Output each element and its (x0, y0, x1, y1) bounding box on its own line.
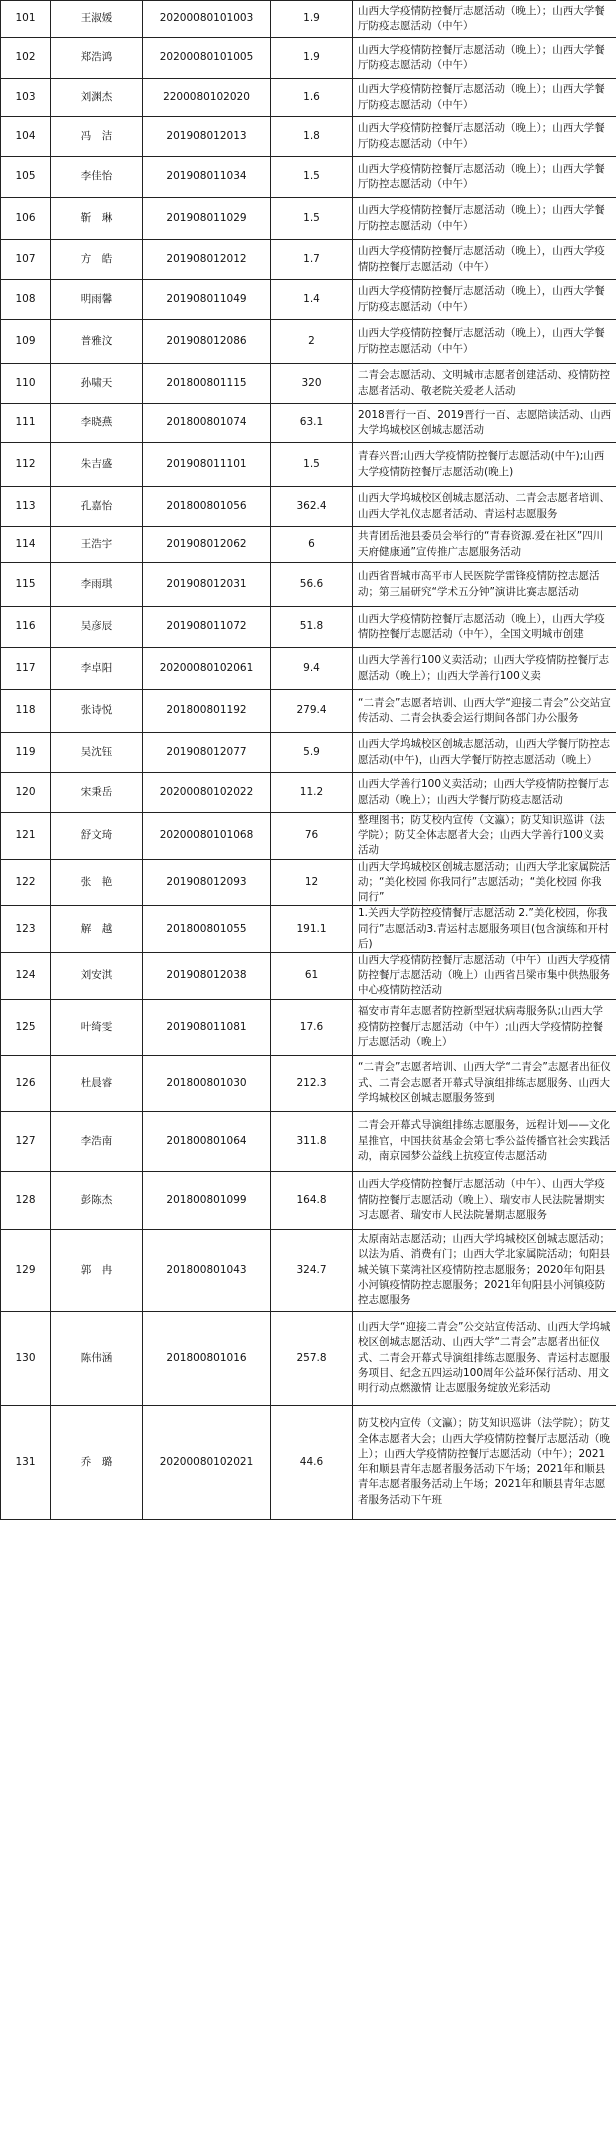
table-row (1, 1, 616, 38)
student-id: 201908011081 (143, 999, 271, 1055)
service-hours: 61 (271, 952, 353, 999)
row-number: 107 (1, 240, 51, 280)
volunteer-name: 吴彦辰 (51, 607, 143, 648)
student-id: 201800801043 (143, 1229, 271, 1311)
student-id: 201908011029 (143, 198, 271, 240)
volunteer-name: 孔嘉怡 (51, 487, 143, 527)
activities-description: 山西省晋城市高平市人民医院学雷锋疫情防控志愿活动；第三届研究“学术五分钟”演讲比赛志愿活动 (353, 563, 616, 607)
table-row (1, 1311, 616, 1405)
table-row (1, 79, 616, 117)
row-number: 105 (1, 157, 51, 198)
service-hours: 191.1 (271, 906, 353, 953)
row-number: 128 (1, 1171, 51, 1229)
service-hours: 1.4 (271, 280, 353, 320)
student-id: 201800801055 (143, 906, 271, 953)
activities-description: 1.关西大学防控疫情餐厅志愿活动 2.”美化校园，你我同行”志愿活动3.青运村志愿服务项目(包含演练和开村后) (353, 906, 616, 953)
student-id: 201908012077 (143, 733, 271, 773)
volunteer-name: 张诗悦 (51, 690, 143, 733)
volunteer-name: 李晓燕 (51, 404, 143, 443)
row-number: 101 (1, 1, 51, 38)
student-id: 201908012012 (143, 240, 271, 280)
table-row (1, 157, 616, 198)
volunteer-name: 郭 冉 (51, 1229, 143, 1311)
activities-description: 山西大学疫情防控餐厅志愿活动（晚上），山西大学餐厅防疫志愿活动（中午） (353, 280, 616, 320)
volunteer-name: 朱吉盛 (51, 443, 143, 487)
service-hours: 76 (271, 813, 353, 860)
row-number: 102 (1, 38, 51, 79)
table-row (1, 690, 616, 733)
table-row (1, 487, 616, 527)
service-hours: 1.9 (271, 1, 353, 38)
volunteer-name: 解 越 (51, 906, 143, 953)
student-id: 20200080101068 (143, 813, 271, 860)
row-number: 118 (1, 690, 51, 733)
activities-description: 山西大学疫情防控餐厅志愿活动（中午）、山西大学疫情防控餐厅志愿活动（晚上）、瑞安市人民法院暑期实习志愿者、瑞安市人民法院暑期志愿服务 (353, 1171, 616, 1229)
service-hours: 1.7 (271, 240, 353, 280)
volunteer-name: 冯 洁 (51, 117, 143, 157)
volunteer-name: 李佳怡 (51, 157, 143, 198)
activities-description: “二青会”志愿者培训、山西大学“二青会”志愿者出征仪式、二青会志愿者开幕式导演组排练志愿服务、山西大学坞城校区创城志愿服务签到 (353, 1055, 616, 1111)
student-id: 201908012093 (143, 859, 271, 906)
activities-description: 山西大学疫情防控餐厅志愿活动（晚上），山西大学疫情防控餐厅志愿活动（中午） (353, 240, 616, 280)
student-id: 201908012013 (143, 117, 271, 157)
volunteer-name: 郑浩鸿 (51, 38, 143, 79)
table-row (1, 1171, 616, 1229)
activities-description: 太原南站志愿活动；山西大学坞城校区创城志愿活动；以法为盾、消费有门；山西大学北家属院活动；旬阳县城关镇下菜湾社区疫情防控志愿服务；2020年旬阳县小河镇疫情防控志愿服务；2021年旬阳县小河镇疫防控志愿服务 (353, 1229, 616, 1311)
student-id: 20200080102022 (143, 773, 271, 813)
student-id: 201800801099 (143, 1171, 271, 1229)
activities-description: 山西大学善行100义卖活动；山西大学疫情防控餐厅志愿活动（晚上）；山西大学善行100义卖 (353, 648, 616, 690)
row-number: 106 (1, 198, 51, 240)
table-row (1, 198, 616, 240)
service-hours: 6 (271, 527, 353, 563)
row-number: 113 (1, 487, 51, 527)
student-id: 201800801016 (143, 1311, 271, 1405)
table-row (1, 1055, 616, 1111)
student-id: 201800801056 (143, 487, 271, 527)
volunteer-name: 刘安淇 (51, 952, 143, 999)
volunteer-name: 普雅汶 (51, 320, 143, 364)
service-hours: 212.3 (271, 1055, 353, 1111)
student-id: 201908012086 (143, 320, 271, 364)
table-body (1, 1, 616, 1520)
student-id: 201800801030 (143, 1055, 271, 1111)
row-number: 120 (1, 773, 51, 813)
volunteer-name: 刘渊杰 (51, 79, 143, 117)
student-id: 201800801115 (143, 364, 271, 404)
activities-description: 共青团岳池县委员会举行的“青春资源.爱在社区”四川天府健康通”宣传推广志愿服务活动 (353, 527, 616, 563)
service-hours: 1.5 (271, 157, 353, 198)
service-hours: 1.6 (271, 79, 353, 117)
volunteer-name: 乔 璐 (51, 1405, 143, 1519)
table-row (1, 563, 616, 607)
service-hours: 362.4 (271, 487, 353, 527)
student-id: 2200080102020 (143, 79, 271, 117)
row-number: 123 (1, 906, 51, 953)
activities-description: 山西大学疫情防控餐厅志愿活动（晚上）；山西大学餐厅防疫志愿活动（中午） (353, 38, 616, 79)
row-number: 115 (1, 563, 51, 607)
table-row (1, 648, 616, 690)
table-row (1, 952, 616, 999)
student-id: 20200080101005 (143, 38, 271, 79)
table-row (1, 320, 616, 364)
activities-description: 山西大学坞城校区创城志愿活动、二青会志愿者培训、山西大学礼仪志愿者活动、青运村志愿服务 (353, 487, 616, 527)
volunteer-name: 孙啸天 (51, 364, 143, 404)
table-row (1, 813, 616, 860)
activities-description: 山西大学“迎接二青会”公交站宣传活动、山西大学坞城校区创城志愿活动、山西大学“二青会”志愿者出征仪式、二青会开幕式导演组排练志愿服务、青运村志愿服务项目、纪念五四运动100周年公益环保行活动、用文明行动点燃激情 让志愿服务绽放光彩活动 (353, 1311, 616, 1405)
table-row (1, 38, 616, 79)
service-hours: 311.8 (271, 1111, 353, 1171)
volunteer-name: 李雨琪 (51, 563, 143, 607)
service-hours: 1.5 (271, 443, 353, 487)
service-hours: 2 (271, 320, 353, 364)
row-number: 121 (1, 813, 51, 860)
table-row (1, 859, 616, 906)
volunteer-name: 吴沈钰 (51, 733, 143, 773)
activities-description: 山西大学疫情防控餐厅志愿活动（晚上）；山西大学餐厅防控志愿活动（中午） (353, 157, 616, 198)
activities-description: 山西大学坞城校区创城志愿活动；山西大学北家属院活动；“美化校园 你我同行”志愿活动；“美化校园 你我同行” (353, 859, 616, 906)
volunteer-name: 明雨馨 (51, 280, 143, 320)
student-id: 20200080102021 (143, 1405, 271, 1519)
service-hours: 56.6 (271, 563, 353, 607)
table-row (1, 1111, 616, 1171)
volunteer-name: 宋秉岳 (51, 773, 143, 813)
volunteer-name: 彭陈杰 (51, 1171, 143, 1229)
table-row (1, 280, 616, 320)
service-hours: 1.8 (271, 117, 353, 157)
activities-description: 山西大学坞城校区创城志愿活动，山西大学餐厅防控志愿活动(中午)，山西大学餐厅防控志愿活动（晚上） (353, 733, 616, 773)
student-id: 201908012031 (143, 563, 271, 607)
row-number: 122 (1, 859, 51, 906)
activities-description: 山西大学疫情防控餐厅志愿活动（晚上）；山西大学餐厅防疫志愿活动（中午） (353, 117, 616, 157)
service-hours: 9.4 (271, 648, 353, 690)
table-row (1, 733, 616, 773)
row-number: 110 (1, 364, 51, 404)
student-id: 20200080102061 (143, 648, 271, 690)
volunteer-name: 叶绮雯 (51, 999, 143, 1055)
table-row (1, 1405, 616, 1519)
volunteer-name: 舒文琦 (51, 813, 143, 860)
activities-description: 山西大学疫情防控餐厅志愿活动（晚上），山西大学餐厅防控志愿活动（中午） (353, 320, 616, 364)
service-hours: 44.6 (271, 1405, 353, 1519)
activities-description: 二青会志愿活动、文明城市志愿者创建活动、疫情防控志愿者活动、敬老院关爱老人活动 (353, 364, 616, 404)
activities-description: 整理图书；防艾校内宣传（文瀛）；防艾知识巡讲（法学院）；防艾全体志愿者大会；山西大学善行100义卖活动 (353, 813, 616, 860)
activities-description: 山西大学疫情防控餐厅志愿活动（晚上），山西大学疫情防控餐厅志愿活动（中午），全国文明城市创建 (353, 607, 616, 648)
row-number: 114 (1, 527, 51, 563)
service-hours: 12 (271, 859, 353, 906)
table-row (1, 443, 616, 487)
row-number: 116 (1, 607, 51, 648)
student-id: 201908012062 (143, 527, 271, 563)
student-id: 201908011072 (143, 607, 271, 648)
activities-description: 山西大学善行100义卖活动；山西大学疫情防控餐厅志愿活动（晚上）；山西大学餐厅防疫志愿活动 (353, 773, 616, 813)
table-row (1, 1229, 616, 1311)
activities-description: 山西大学疫情防控餐厅志愿活动（晚上）；山西大学餐厅防控志愿活动（中午） (353, 198, 616, 240)
student-id: 201800801192 (143, 690, 271, 733)
service-hours: 324.7 (271, 1229, 353, 1311)
service-hours: 11.2 (271, 773, 353, 813)
volunteer-name: 杜晨睿 (51, 1055, 143, 1111)
activities-description: 山西大学疫情防控餐厅志愿活动（中午）山西大学疫情防控餐厅志愿活动（晚上）山西省吕梁市集中供热服务中心疫情防控活动 (353, 952, 616, 999)
volunteer-name: 李卓阳 (51, 648, 143, 690)
student-id: 201908011049 (143, 280, 271, 320)
table-row (1, 117, 616, 157)
row-number: 111 (1, 404, 51, 443)
table-row (1, 404, 616, 443)
row-number: 112 (1, 443, 51, 487)
row-number: 126 (1, 1055, 51, 1111)
student-id: 20200080101003 (143, 1, 271, 38)
row-number: 117 (1, 648, 51, 690)
row-number: 131 (1, 1405, 51, 1519)
row-number: 124 (1, 952, 51, 999)
activities-description: “二青会”志愿者培训、山西大学“迎接二青会”公交站宣传活动、二青会执委会运行期间各部门办公服务 (353, 690, 616, 733)
volunteer-name: 王浩宇 (51, 527, 143, 563)
student-id: 201908011101 (143, 443, 271, 487)
row-number: 130 (1, 1311, 51, 1405)
activities-description: 2018晋行一百、2019晋行一百、志愿陪读活动、山西大学坞城校区创城志愿活动 (353, 404, 616, 443)
activities-description: 防艾校内宣传（文瀛）；防艾知识巡讲（法学院）；防艾全体志愿者大会；山西大学疫情防控餐厅志愿活动（晚上）；山西大学疫情防控餐厅志愿活动（中午）；2021年和顺县青年志愿者服务活动下午场；2021年和顺县青年志愿者服务活动上午场；2021年和顺县青年志愿者服务活动下午班 (353, 1405, 616, 1519)
row-number: 109 (1, 320, 51, 364)
table-row (1, 240, 616, 280)
volunteer-name: 靳 琳 (51, 198, 143, 240)
service-hours: 279.4 (271, 690, 353, 733)
volunteer-name: 王淑媛 (51, 1, 143, 38)
volunteer-name: 李浩南 (51, 1111, 143, 1171)
table-row (1, 607, 616, 648)
row-number: 125 (1, 999, 51, 1055)
row-number: 108 (1, 280, 51, 320)
row-number: 103 (1, 79, 51, 117)
service-hours: 5.9 (271, 733, 353, 773)
service-hours: 1.5 (271, 198, 353, 240)
service-hours: 1.9 (271, 38, 353, 79)
table-row (1, 999, 616, 1055)
activities-description: 山西大学疫情防控餐厅志愿活动（晚上）；山西大学餐厅防疫志愿活动（中午） (353, 1, 616, 38)
table-row (1, 527, 616, 563)
volunteer-name: 方 皓 (51, 240, 143, 280)
row-number: 119 (1, 733, 51, 773)
activities-description: 青春兴晋;山西大学疫情防控餐厅志愿活动(中午);山西大学疫情防控餐厅志愿活动(晚上) (353, 443, 616, 487)
table-row (1, 773, 616, 813)
activities-description: 福安市青年志愿者防控新型冠状病毒服务队;山西大学疫情防控餐厅志愿活动（中午）;山西大学疫情防控餐厅志愿活动（晚上） (353, 999, 616, 1055)
student-id: 201908011034 (143, 157, 271, 198)
service-hours: 51.8 (271, 607, 353, 648)
volunteer-name: 陈伟涵 (51, 1311, 143, 1405)
row-number: 127 (1, 1111, 51, 1171)
volunteer-name: 张 艳 (51, 859, 143, 906)
row-number: 104 (1, 117, 51, 157)
student-id: 201908012038 (143, 952, 271, 999)
service-hours: 320 (271, 364, 353, 404)
service-hours: 257.8 (271, 1311, 353, 1405)
table-row (1, 364, 616, 404)
activities-description: 山西大学疫情防控餐厅志愿活动（晚上）；山西大学餐厅防疫志愿活动（中午） (353, 79, 616, 117)
student-id: 201800801074 (143, 404, 271, 443)
table-row (1, 906, 616, 953)
student-id: 201800801064 (143, 1111, 271, 1171)
activities-description: 二青会开幕式导演组排练志愿服务，远程计划——文化星推官，中国扶贫基金会第七季公益传播官社会实践活动，南京园梦公益线上抗疫宣传志愿活动 (353, 1111, 616, 1171)
service-hours: 17.6 (271, 999, 353, 1055)
service-hours: 63.1 (271, 404, 353, 443)
service-hours: 164.8 (271, 1171, 353, 1229)
row-number: 129 (1, 1229, 51, 1311)
